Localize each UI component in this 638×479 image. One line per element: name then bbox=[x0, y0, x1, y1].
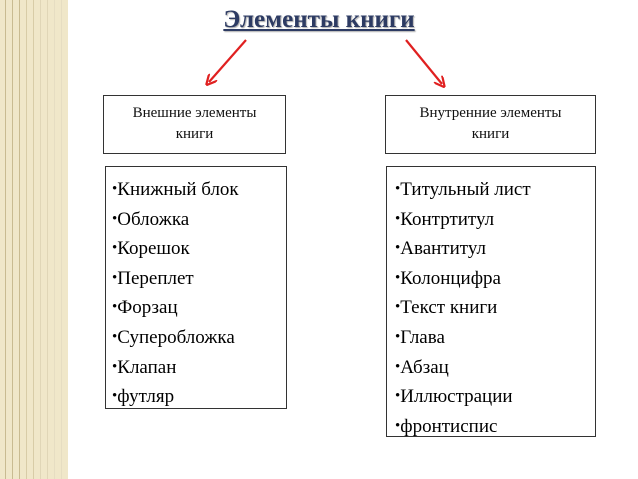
external-header-line2: книги bbox=[175, 126, 214, 142]
external-elements-list bbox=[105, 166, 287, 409]
list-item bbox=[112, 205, 282, 235]
list-item bbox=[112, 382, 282, 412]
list-item bbox=[395, 323, 591, 353]
list-item bbox=[112, 323, 282, 353]
external-elements-header bbox=[103, 95, 286, 154]
band-stripe bbox=[33, 0, 34, 479]
external-header-line1: Внешние элементы bbox=[132, 105, 257, 121]
list-item bbox=[395, 412, 591, 442]
internal-header-line2: книги bbox=[471, 126, 510, 142]
list-item-text: Обложка bbox=[117, 208, 190, 230]
bullet: • bbox=[112, 269, 118, 286]
list-item-text: Текст книги bbox=[400, 297, 498, 319]
band-stripe bbox=[61, 0, 62, 479]
band-stripe bbox=[5, 0, 6, 479]
list-item-text: Форзац bbox=[117, 297, 178, 319]
list-item-text: Клапан bbox=[117, 356, 177, 378]
list-item-text: Суперобложка bbox=[117, 326, 235, 348]
internal-elements-header bbox=[385, 95, 596, 154]
bullet: • bbox=[395, 358, 401, 375]
bullet: • bbox=[112, 210, 118, 227]
list-item-text: Авантитул bbox=[400, 238, 486, 260]
list-item bbox=[395, 353, 591, 383]
list-item bbox=[112, 234, 282, 264]
bullet: • bbox=[112, 240, 118, 257]
bullet: • bbox=[395, 328, 401, 345]
list-item bbox=[112, 264, 282, 294]
bullet: • bbox=[112, 181, 118, 197]
list-item bbox=[395, 175, 591, 205]
list-item-text: Титульный лист bbox=[400, 179, 531, 200]
list-item-text: Иллюстрации bbox=[400, 386, 513, 408]
list-item bbox=[395, 264, 591, 294]
bullet: • bbox=[395, 388, 401, 405]
bullet: • bbox=[395, 181, 401, 197]
list-item bbox=[395, 382, 591, 412]
bullet: • bbox=[395, 269, 401, 286]
list-item bbox=[395, 234, 591, 264]
list-item bbox=[112, 353, 282, 383]
arrow-right bbox=[406, 40, 442, 84]
list-item bbox=[395, 205, 591, 235]
band-stripe bbox=[12, 0, 13, 479]
list-item-text: футляр bbox=[117, 386, 175, 408]
list-item-text: Переплет bbox=[117, 267, 194, 289]
diagram-title: Элементы книги bbox=[223, 6, 415, 33]
band-stripe bbox=[19, 0, 20, 479]
bullet: • bbox=[395, 417, 401, 434]
list-item-text: Абзац bbox=[400, 356, 449, 378]
list-item bbox=[112, 293, 282, 323]
bullet: • bbox=[112, 328, 118, 345]
band-stripe bbox=[40, 0, 41, 479]
decorative-left-band bbox=[0, 0, 68, 479]
list-item-text: Контртитул bbox=[400, 208, 495, 230]
internal-header-line1: Внутренние элементы bbox=[419, 105, 562, 121]
list-item-text: Колонцифра bbox=[400, 267, 501, 289]
bullet: • bbox=[395, 210, 401, 227]
list-item-text: Книжный блок bbox=[117, 179, 239, 200]
list-item-text: Глава bbox=[400, 326, 445, 348]
band-stripe bbox=[54, 0, 55, 479]
bullet: • bbox=[395, 240, 401, 257]
list-item bbox=[395, 293, 591, 323]
list-item-text: фронтиспис bbox=[400, 415, 498, 437]
band-stripe bbox=[47, 0, 48, 479]
band-stripe bbox=[26, 0, 27, 479]
bullet: • bbox=[395, 299, 401, 316]
arrow-left bbox=[209, 40, 246, 82]
internal-elements-list bbox=[386, 166, 596, 437]
bullet: • bbox=[112, 299, 118, 316]
bullet: • bbox=[112, 358, 118, 375]
list-item-text: Корешок bbox=[117, 238, 190, 260]
list-item bbox=[112, 175, 282, 205]
bullet: • bbox=[112, 388, 118, 405]
